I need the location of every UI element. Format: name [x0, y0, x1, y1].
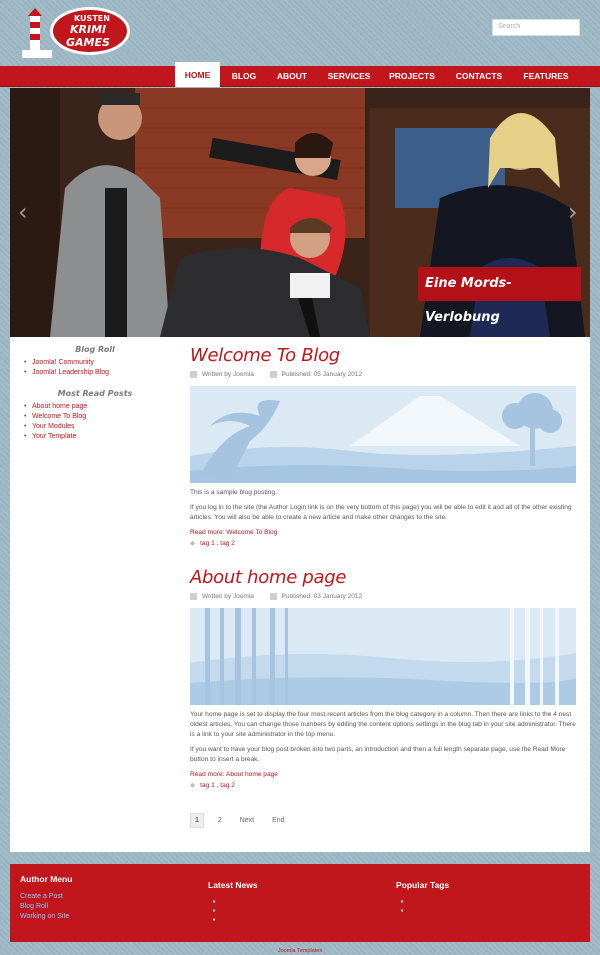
- main-navigation: [0, 66, 600, 87]
- slider-prev-icon[interactable]: ‹: [18, 198, 28, 226]
- footer-popular-tags: [396, 880, 449, 916]
- footer-link-working[interactable]: Working on Site: [20, 913, 70, 920]
- article-date: Published: 03 January 2012: [281, 593, 363, 600]
- footer-author-title: Author Menu: [20, 874, 73, 884]
- nav-blog[interactable]: BLOG: [231, 71, 257, 81]
- blogroll-title: Blog Roll: [75, 345, 115, 354]
- blogroll-list: [10, 358, 180, 378]
- mostread-item[interactable]: • Your Template: [24, 432, 180, 442]
- slide-caption[interactable]: Eine Mords-Verlobung: [418, 267, 581, 301]
- search-input[interactable]: Search: [492, 19, 580, 36]
- lighthouse-icon: [30, 16, 40, 50]
- article: [190, 567, 576, 789]
- footer-news-bullet: •: [212, 907, 217, 915]
- nav-contacts[interactable]: CONTACTS: [455, 71, 503, 81]
- footer-tags-bullet: •: [400, 898, 405, 906]
- image-slider[interactable]: [10, 88, 590, 337]
- tag-icon: ◆: [190, 540, 196, 547]
- tag-icon: ◆: [190, 782, 196, 789]
- article-meta: [190, 371, 576, 381]
- footer-tags-title: Popular Tags: [396, 880, 450, 890]
- footer-link-create-post[interactable]: Create a Post: [20, 893, 63, 900]
- page-end[interactable]: End: [272, 817, 285, 824]
- article-paragraph: This is a sample blog posting.: [190, 489, 277, 496]
- footer: [10, 864, 590, 942]
- logo-line-2: KRIMI: [70, 23, 107, 36]
- mostread-list: [10, 402, 180, 442]
- footer-news-bullet: •: [212, 898, 217, 906]
- page-next[interactable]: Next: [239, 817, 255, 824]
- article-author: Written by Joomla: [202, 371, 254, 378]
- nav-projects[interactable]: PROJECTS: [389, 71, 435, 81]
- article-image: [190, 608, 576, 705]
- article-image: [190, 386, 576, 483]
- nav-services[interactable]: SERVICES: [327, 71, 371, 81]
- footer-author-menu: [20, 874, 72, 922]
- footer-news-bullet: •: [212, 916, 217, 924]
- article-tags[interactable]: [190, 781, 576, 789]
- article: [190, 345, 576, 547]
- logo-line-3: GAMES: [66, 36, 110, 49]
- copyright[interactable]: Joomla Templates: [277, 948, 323, 954]
- readmore-link[interactable]: Read more: Welcome To Blog: [190, 529, 278, 536]
- calendar-icon: [270, 371, 277, 378]
- article-paragraph: If you log in to the site (the Author Login link is on the very bottom of this page) you will be able to edit it and all of the other existing articles. You will also be able to create a new article and make other changes to the site.: [190, 504, 572, 521]
- article-title[interactable]: About home page: [190, 567, 347, 588]
- blogroll-item[interactable]: • Joomla! Community: [24, 358, 180, 368]
- logo-line-1: KUSTEN: [74, 14, 110, 23]
- article-date: Published: 05 January 2012: [281, 371, 363, 378]
- footer-link-blog-roll[interactable]: Blog Roll: [20, 903, 49, 910]
- blogroll-item[interactable]: • Joomla! Leadership Blog: [24, 368, 180, 378]
- mostread-title: Most Read Posts: [57, 389, 133, 398]
- calendar-icon: [270, 593, 277, 600]
- nav-home[interactable]: HOME: [175, 62, 220, 87]
- article-tags[interactable]: [190, 539, 576, 547]
- author-icon: [190, 593, 197, 600]
- tags-text[interactable]: tag 1 , tag 2: [200, 540, 235, 547]
- sidebar: [10, 337, 180, 442]
- article-meta: [190, 593, 576, 603]
- page-link-2[interactable]: 2: [217, 817, 222, 824]
- footer-news-title: Latest News: [208, 880, 258, 890]
- content-area: [10, 337, 590, 852]
- mostread-item[interactable]: • About home page: [24, 402, 180, 412]
- nav-features[interactable]: FEATURES: [523, 71, 569, 81]
- article-title[interactable]: Welcome To Blog: [190, 345, 340, 366]
- tags-text[interactable]: tag 1 , tag 2: [200, 782, 235, 789]
- nav-about[interactable]: ABOUT: [276, 71, 308, 81]
- article-paragraph: If you want to have your blog post broken into two parts, an introduction and then a full length separate page, use the Read More button to insert a break.: [190, 746, 566, 763]
- slider-next-icon[interactable]: ›: [568, 198, 578, 226]
- pagination: [190, 813, 297, 828]
- author-icon: [190, 371, 197, 378]
- readmore-link[interactable]: Read more: About home page: [190, 771, 278, 778]
- mostread-item[interactable]: • Welcome To Blog: [24, 412, 180, 422]
- mostread-item[interactable]: • Your Modules: [24, 422, 180, 432]
- footer-tags-bullet: •: [400, 907, 405, 915]
- article-paragraph: Your home page is set to display the four most recent articles from the blog category in a column. Then there are links to the 4 nest oldest articles. You can change those numbers by editing the content options settings in the blog tab in your site administrator. There is a link to your site administrator in the top menu.: [190, 711, 576, 738]
- article-author: Written by Joomla: [202, 593, 254, 600]
- page-current: 1: [190, 813, 204, 828]
- site-logo[interactable]: [18, 6, 132, 62]
- footer-latest-news: [208, 880, 258, 925]
